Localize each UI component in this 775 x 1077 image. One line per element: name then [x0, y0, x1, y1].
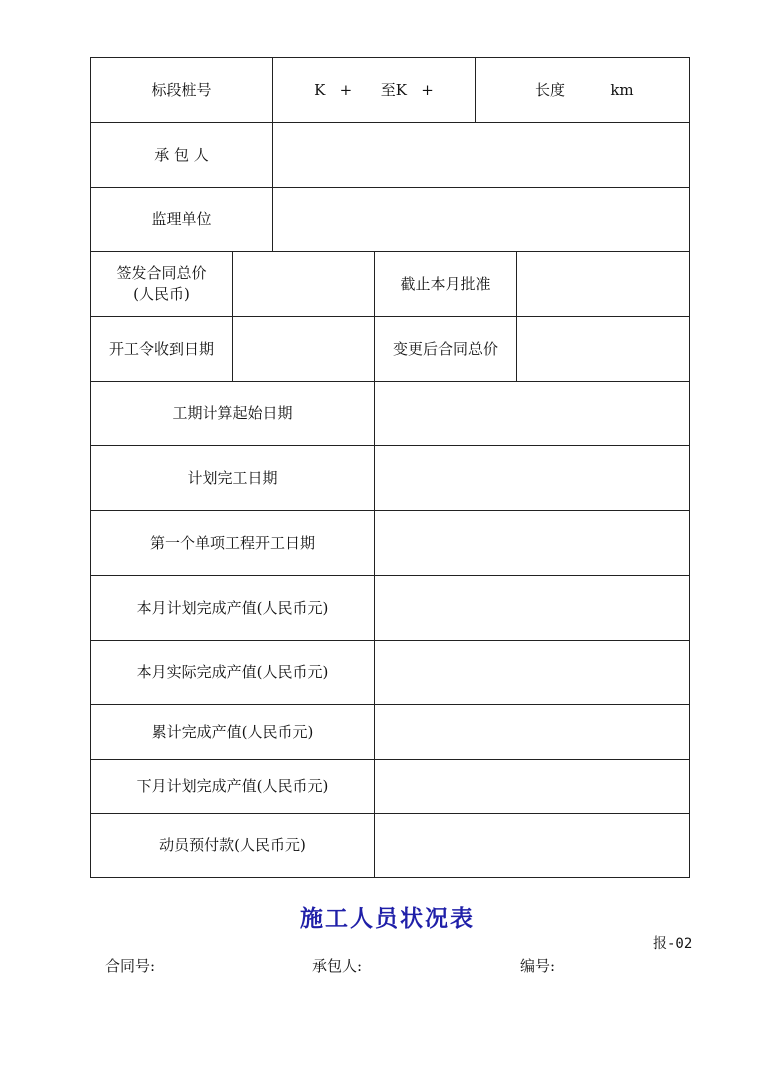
- contract-price-label: 签发合同总价 (人民币): [116, 264, 207, 303]
- month-actual-output-value: [374, 640, 690, 705]
- approved-to-month-label: 截止本月批准: [400, 274, 491, 293]
- period-start-value: [374, 381, 690, 446]
- contractor-footer-label: 承包人:: [312, 957, 363, 975]
- segment-value: K + 至K +: [314, 80, 434, 99]
- contractor-value: [272, 122, 690, 188]
- next-month-plan-label: 下月计划完成产值(人民币元): [136, 777, 329, 795]
- length-label: 长度: [534, 80, 565, 99]
- planned-completion-value: [374, 445, 690, 511]
- next-month-plan-value: [374, 759, 690, 814]
- supervisor-label: 监理单位: [151, 210, 212, 228]
- cumulative-output-label: 累计完成产值(人民币元): [151, 722, 314, 741]
- revised-price-value: [516, 316, 690, 382]
- approved-to-month-value: [516, 251, 690, 317]
- length-unit: km: [610, 80, 634, 99]
- first-item-start-label: 第一个单项工程开工日期: [149, 533, 315, 552]
- period-start-label: 工期计算起始日期: [172, 404, 293, 422]
- month-plan-output-value: [374, 575, 690, 641]
- start-order-value: [232, 316, 375, 382]
- mobilization-advance-label: 动员预付款(人民币元): [159, 836, 306, 854]
- start-order-label: 开工令收到日期: [108, 339, 214, 358]
- segment-label: 标段桩号: [151, 80, 212, 99]
- month-plan-output-label: 本月计划完成产值(人民币元): [136, 598, 329, 617]
- contractor-label: 承 包 人: [154, 145, 209, 164]
- contract-no-label: 合同号:: [105, 957, 156, 975]
- supervisor-value: [272, 187, 690, 252]
- form-code: 报-02: [653, 936, 693, 952]
- revised-price-label: 变更后合同总价: [392, 339, 498, 358]
- planned-completion-label: 计划完工日期: [187, 468, 278, 487]
- month-actual-output-label: 本月实际完成产值(人民币元): [136, 663, 329, 681]
- cumulative-output-value: [374, 704, 690, 760]
- first-item-start-value: [374, 510, 690, 576]
- contract-price-value: [232, 251, 375, 317]
- number-label: 编号:: [520, 957, 556, 975]
- mobilization-advance-value: [374, 813, 690, 878]
- section-title: 施工人员状况表: [300, 906, 475, 932]
